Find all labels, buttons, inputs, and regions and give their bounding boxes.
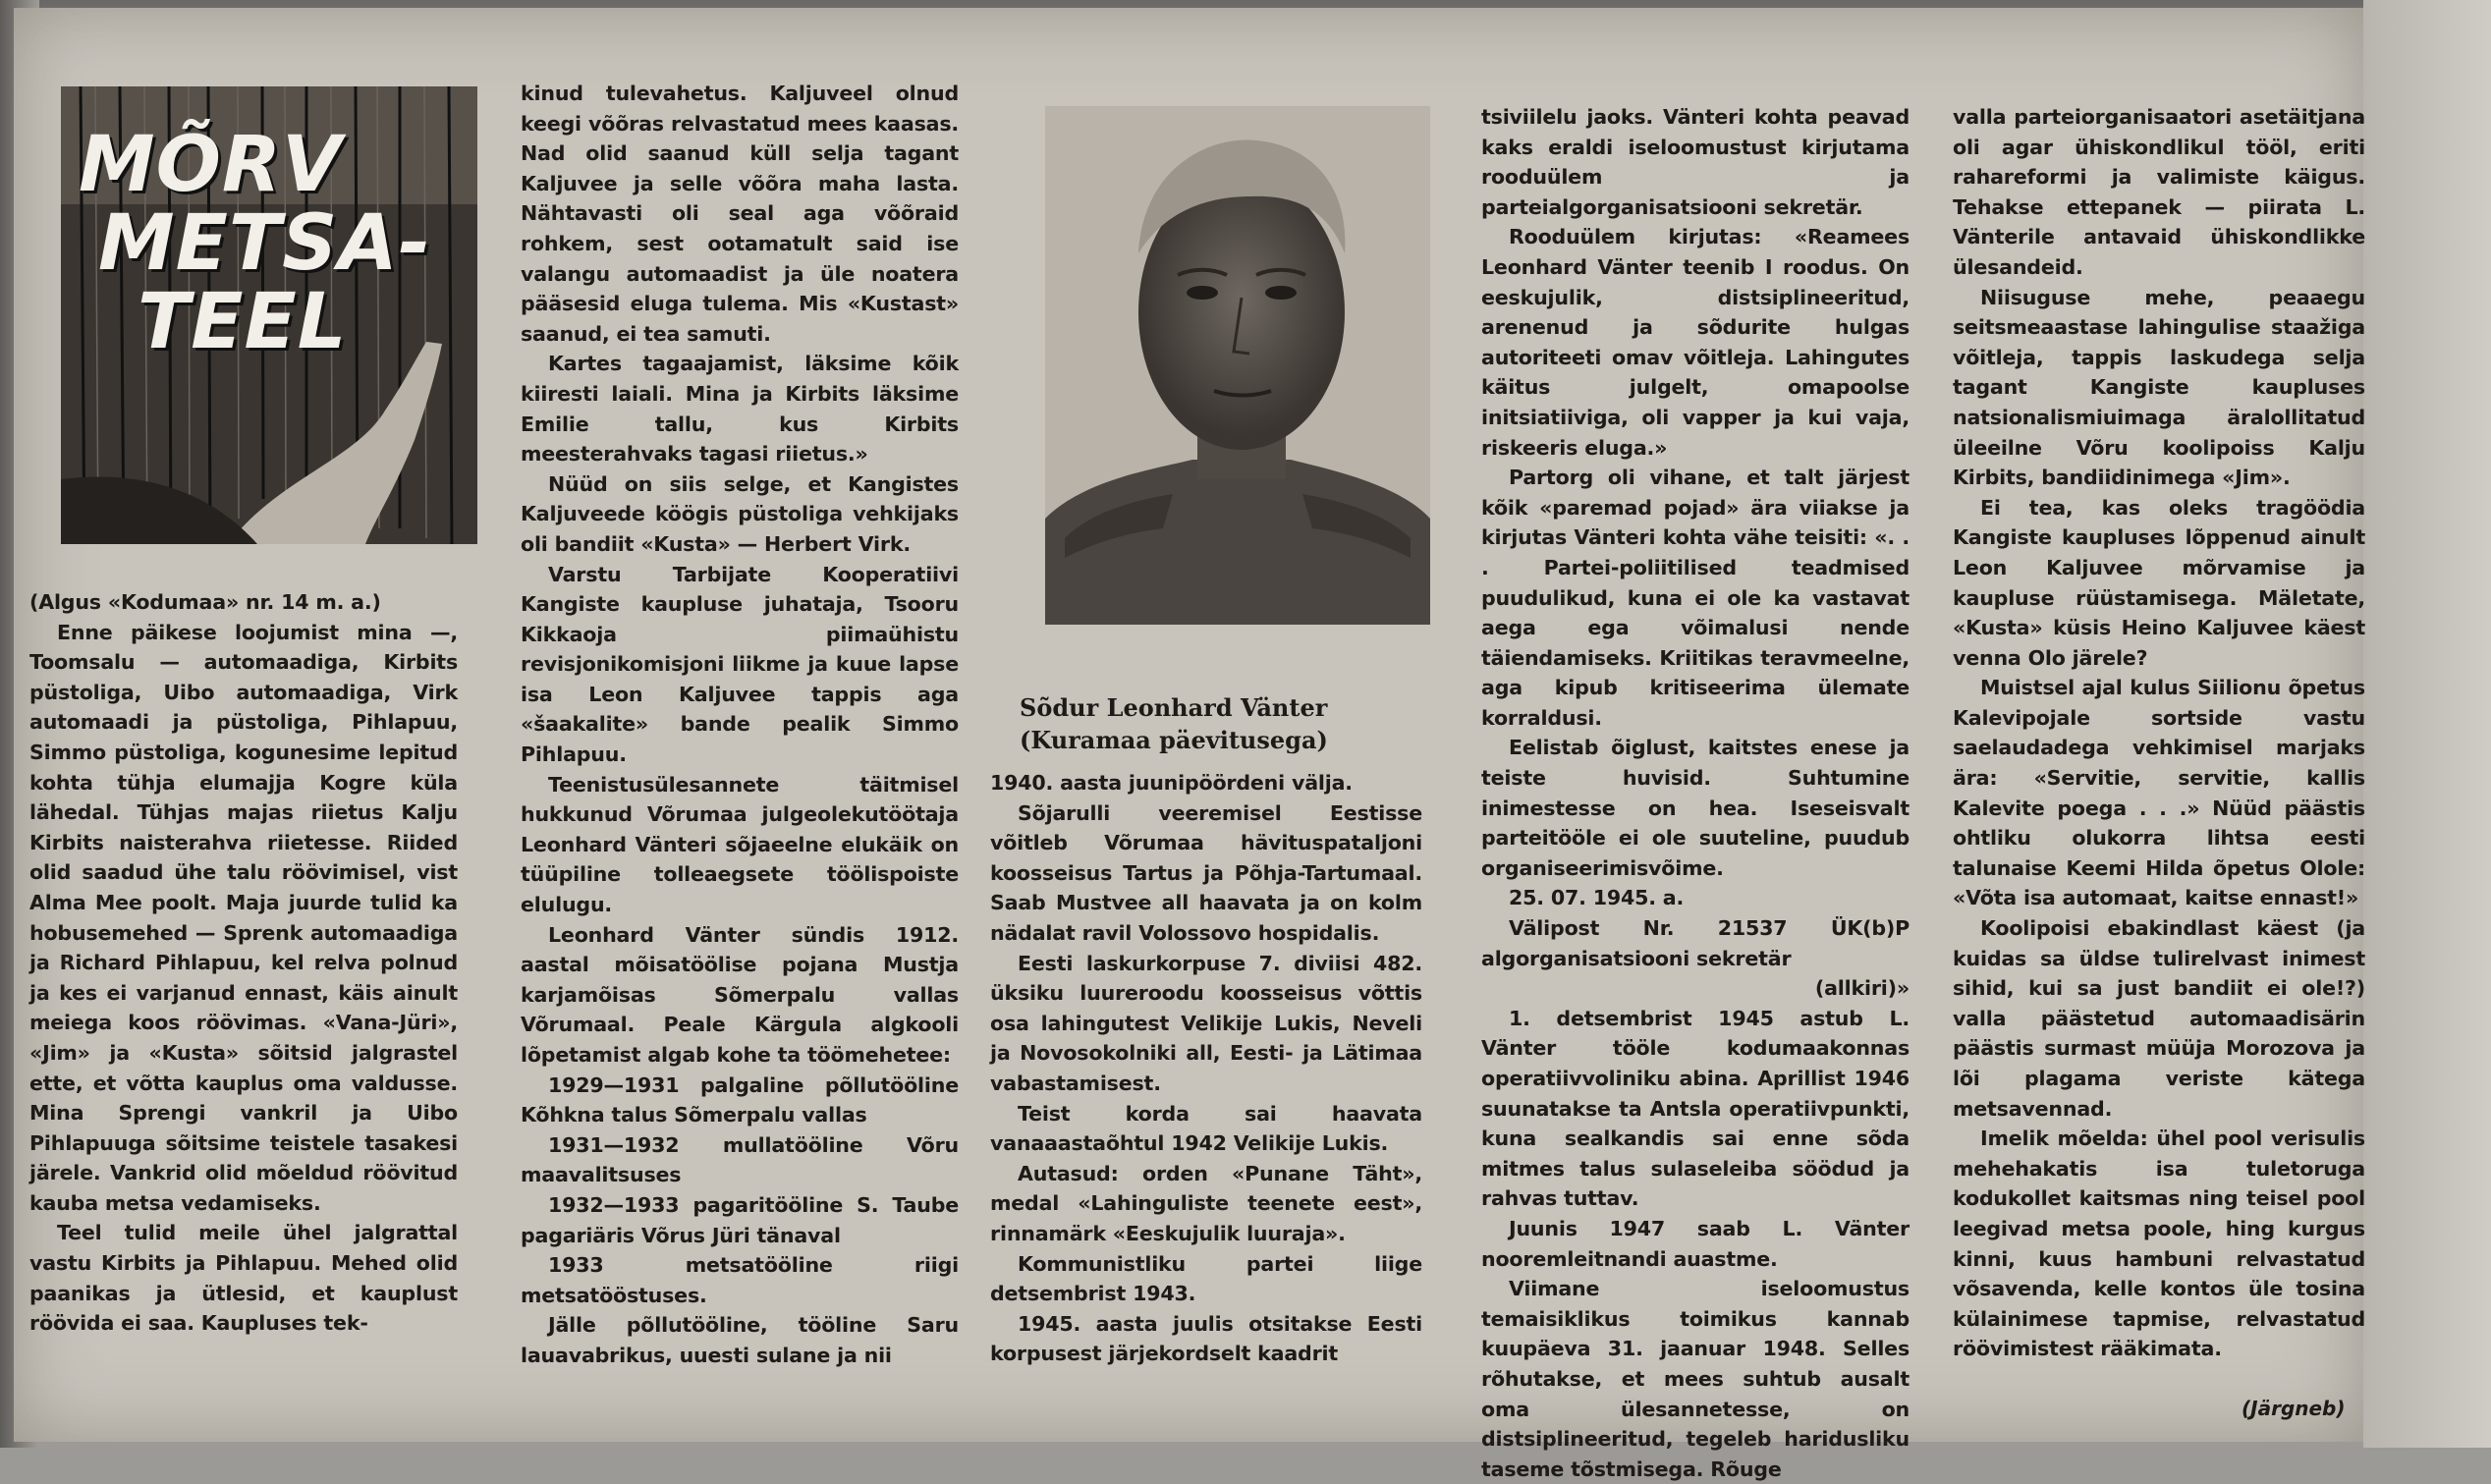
- article-paragraph: Koolipoisi ebakindlast käest (ja kuidas sa üldse tulirelvast inimest sihid, kui sa just bandiit ei ole!?) valla päästetud automaadisärin päästis surmast müüja Morozova ja lõi plagama veriste kätega metsavennad.: [1953, 916, 2365, 1121]
- article-paragraph: Teist korda sai haavata vanaaastaõhtul 1942 Velikije Lukis.: [990, 1101, 1422, 1156]
- headline-title-line: MÕRV: [79, 121, 343, 209]
- article-paragraph: Partorg oli vihane, et talt järjest kõik «paremad pojad» ära viiakse ja kirjutas Vänteri kohta vähe teisiti: «. . . Partei-poliitilised teadmised puudulikud, kuna ei ole ka vastavat aega ega võimalusi nende täiendamiseks. Kriitikas teravmeelne, aga kipub kritiseerima ülemate korraldusi.: [1481, 466, 1910, 730]
- continued-note: (Järgneb): [2242, 1397, 2346, 1420]
- article-paragraph: Sõjarulli veeremisel Eestisse võitleb Võrumaa hävituspataljoni koosseisus Tartus ja Põhja-Tartumaal. Saab Mustvee all haavata ja on kolm nädalat ravil Volossovo hospidalis.: [990, 800, 1422, 945]
- article-paragraph: kinud tulevahetus. Kaljuveel olnud keegi võõras relvastatud mees kaasas. Nad olid saanud küll selja tagant Kaljuvee ja selle võõra maha lasta. Nähtavasti oli seal aga võõraid rohkem, sest ootamatult said ise valangu automaadist ja üle noatera pääsesid eluga tulema. Mis «Kustast» saanud, ei tea samuti.: [521, 82, 959, 346]
- article-paragraph: Juunis 1947 saab L. Vänter nooremleitnandi auastme.: [1481, 1216, 1910, 1271]
- article-paragraph: tsiviilelu jaoks. Vänteri kohta peavad kaks eraldi iseloomustust kirjutama rooduülem ja parteialgorganisatsiooni sekretär.: [1481, 105, 1910, 219]
- article-paragraph: 1929—1931 palgaline põllutööline Kõhkna talus Sõmerpalu vallas: [521, 1072, 959, 1127]
- portrait-photo: [1045, 106, 1430, 625]
- soldier-portrait-image: [1045, 106, 1430, 625]
- article-paragraph: Nüüd on siis selge, et Kangistes Kaljuveede köögis püstoliga vehkijaks oli bandiit «Kusta» — Herbert Virk.: [521, 471, 959, 556]
- article-column-1: [29, 587, 458, 1339]
- headline-title-line: TEEL: [138, 278, 348, 366]
- headline-illustration: [61, 86, 477, 544]
- article-paragraph: (allkiri)»: [1814, 976, 1910, 1001]
- article-paragraph: Kommunistliku partei liige detsembrist 1943.: [990, 1251, 1422, 1306]
- article-paragraph: Eelistab õiglust, kaitstes enese ja teiste huvisid. Suhtumine inimestesse on hea. Iseseisvalt parteitööle ei ole suuteline, puudub organiseerimisvõime.: [1481, 736, 1910, 880]
- article-paragraph: 1931—1932 mullatööline Võru maavalitsuses: [521, 1132, 959, 1187]
- article-paragraph: Muistsel ajal kulus Siilionu õpetus Kalevipojale sortside vastu saelaudadega vehkimisel marjaks ära: «Servitie, servitie, kallis Kalevite poega . . .» Nüüd päästis ohtliku olukorra lihtsa eesti talunaise Keemi Hilda õpetus Olole: «Võta isa automaat, kaitse ennast!»: [1953, 676, 2365, 910]
- article-paragraph: Autasud: orden «Punane Täht», medal «Lahinguliste teenete eest», rinnamärk «Eeskujulik luuraja».: [990, 1161, 1422, 1245]
- article-paragraph: Teel tulid meile ühel jalgrattal vastu Kirbits ja Pihlapuu. Mehed olid paanikas ja ütlesid, et kauplust röövida ei saa. Kaupluses tek-: [29, 1221, 458, 1336]
- article-paragraph: (Algus «Kodumaa» nr. 14 m. a.): [29, 590, 381, 614]
- article-paragraph: Viimane iseloomustus temaisiklikus toimikus kannab kuupäeva 31. jaanuar 1948. Selles rõhutakse, et mees suhtub ausalt oma ülesannetesse, on distsiplineeritud, tegeleb haridusliku taseme tõstmisega. Rõuge: [1481, 1277, 1910, 1481]
- article-paragraph: Teenistusülesannete täitmisel hukkunud Võrumaa julgeolekutöötaja Leonhard Vänteri sõjaeelne elukäik on tüüpiline tolleaegsete töölispoiste elulugu.: [521, 772, 959, 917]
- article-paragraph: 1932—1933 pagaritööline S. Taube pagariäris Võrus Jüri tänaval: [521, 1192, 959, 1247]
- article-paragraph: Välipost Nr. 21537 ÜK(b)P algorganisatsiooni sekretär: [1481, 916, 1910, 970]
- article-paragraph: Leonhard Vänter sündis 1912. aastal mõisatöölise pojana Mustja karjamõisas Sõmerpalu vallas Võrumaal. Peale Kärgula algkooli lõpetamist algab kohe ta töömehetee:: [521, 922, 959, 1067]
- newspaper-page: [14, 8, 2365, 1481]
- article-paragraph: 1945. aasta juulis otsitakse Eesti korpusest järjekordselt kaadrit: [990, 1311, 1422, 1366]
- article-paragraph: Enne päikese loojumist mina —, Toomsalu — automaadiga, Kirbits püstoliga, Uibo automaadiga, Virk automaadi ja püstoliga, Pihlapuu, Simmo püstoliga, kogunesime lepitud kohta tühja elumajja Kogre küla lähedal. Tühjas majas riietus Kalju Kirbits naisterahva riietesse. Riided olid saadud ühe talu röövimisel, vist Alma Mee poolt. Maja juurde tulid ka hobusemehed — Sprenk automaadiga ja Richard Pihlapuu, kel relva polnud ja kes ei varjanud ennast, käis ainult meiega koos röövimas. «Vana-Jüri», «Jim» ja «Kusta» sõitsid jalgrastel ette, et võtta kauplus oma valdusse. Mina Sprengi vankril ja Uibo Pihlapuuga sõitsime teistele tasakesi järele. Vankrid olid mõeldud röövitud kauba metsa vedamiseks.: [29, 620, 458, 1215]
- page-right-edge: [2363, 0, 2491, 1448]
- article-paragraph: Eesti laskurkorpuse 7. diviisi 482. üksiku luureroodu koosseisus võttis osa lahingutest Velikije Lukis, Neveli ja Novosokolniki all, Eesti- ja Lätimaa vabastamisest.: [990, 951, 1422, 1095]
- article-paragraph: Ei tea, kas oleks tragöödia Kangiste kaupluses lõppenud ainult Leon Kaljuvee mõrvamise ja kaupluse rüüstamisega. Mäletate, «Kusta» küsis Heino Kaljuvee käest venna Olo järele?: [1953, 495, 2365, 670]
- article-column-2: [521, 79, 959, 1371]
- article-paragraph: 1940. aasta juunipöördeni välja.: [990, 771, 1353, 795]
- article-column-4: [1481, 102, 1910, 1484]
- article-paragraph: 1933 metsatööline riigi metsatööstuses.: [521, 1253, 959, 1307]
- article-paragraph: Varstu Tarbijate Kooperatiivi Kangiste kaupluse juhataja, Tsooru Kikkaoja piimaühistu revisjonikomisjoni liikme ja kuue lapse isa Leon Kaljuvee tappis aga «šaakalite» bande pealik Simmo Pihlapuu.: [521, 562, 959, 767]
- article-column-3: [990, 768, 1422, 1369]
- article-paragraph: 1. detsembrist 1945 astub L. Vänter tööle kodumaakonnas operatiivvoliniku abina. Aprillist 1946 suunatakse ta Antsla operatiivpunkti, kuna sealkandis sai enne sõda mitmes talus sulaseleiba söödud ja rahvas tuttav.: [1481, 1006, 1910, 1211]
- headline-title-line: METSA-: [98, 199, 432, 288]
- article-paragraph: valla parteiorganisaatori asetäitjana oli agar ühiskondlikul tööl, eriti rahareformi ja valimiste käigus. Tehakse ettepanek — piirata L. Vänterile antavaid ühiskondlikke ülesandeid.: [1953, 105, 2365, 279]
- article-paragraph: Kartes tagaajamist, läksime kõik kiiresti laiali. Mina ja Kirbits läksime Emilie tallu, kus Kirbits meesterahvaks tagasi riietus.»: [521, 352, 959, 467]
- article-paragraph: 25. 07. 1945. a.: [1509, 886, 1685, 910]
- article-paragraph: Rooduülem kirjutas: «Reamees Leonhard Vänter teenib I roodus. On eeskujulik, distsiplineeritud, arenenud ja sõdurite hulgas autoriteeti omav võitleja. Lahingutes käitus julgelt, omapoolse initsiatiiviga, oli vapper ja kui vaja, riskeeris eluga.»: [1481, 225, 1910, 460]
- article-column-5: [1953, 102, 2365, 1364]
- headline-title: [79, 121, 432, 366]
- article-paragraph: Jälle põllutööline, tööline Saru lauavabrikus, uuesti sulane ja nii: [521, 1313, 959, 1367]
- article-paragraph: Imelik mõelda: ühel pool verisulis mehehakatis isa tuletoruga kodukollet kaitsmas ning teisel pool leegivad metsa poole, hing kurgus kinni, kuus hambuni relvastatud võsavenda, kelle kontos üle tosina külainimese tapmise, relvastatud röövimistest rääkimata.: [1953, 1127, 2365, 1361]
- photo-caption: Sõdur Leonhard Vänter (Kuramaa päevitusega): [1020, 693, 1328, 754]
- article-paragraph: Niisuguse mehe, peaaegu seitsmeaastase lahingulise staažiga võitleja, tappis laskudega selja tagant Kangiste kaupluses natsionalismiuimaga äralollitatud üleeilne Võru koolipoiss Kalju Kirbits, bandiidinimega «Jim».: [1953, 285, 2365, 490]
